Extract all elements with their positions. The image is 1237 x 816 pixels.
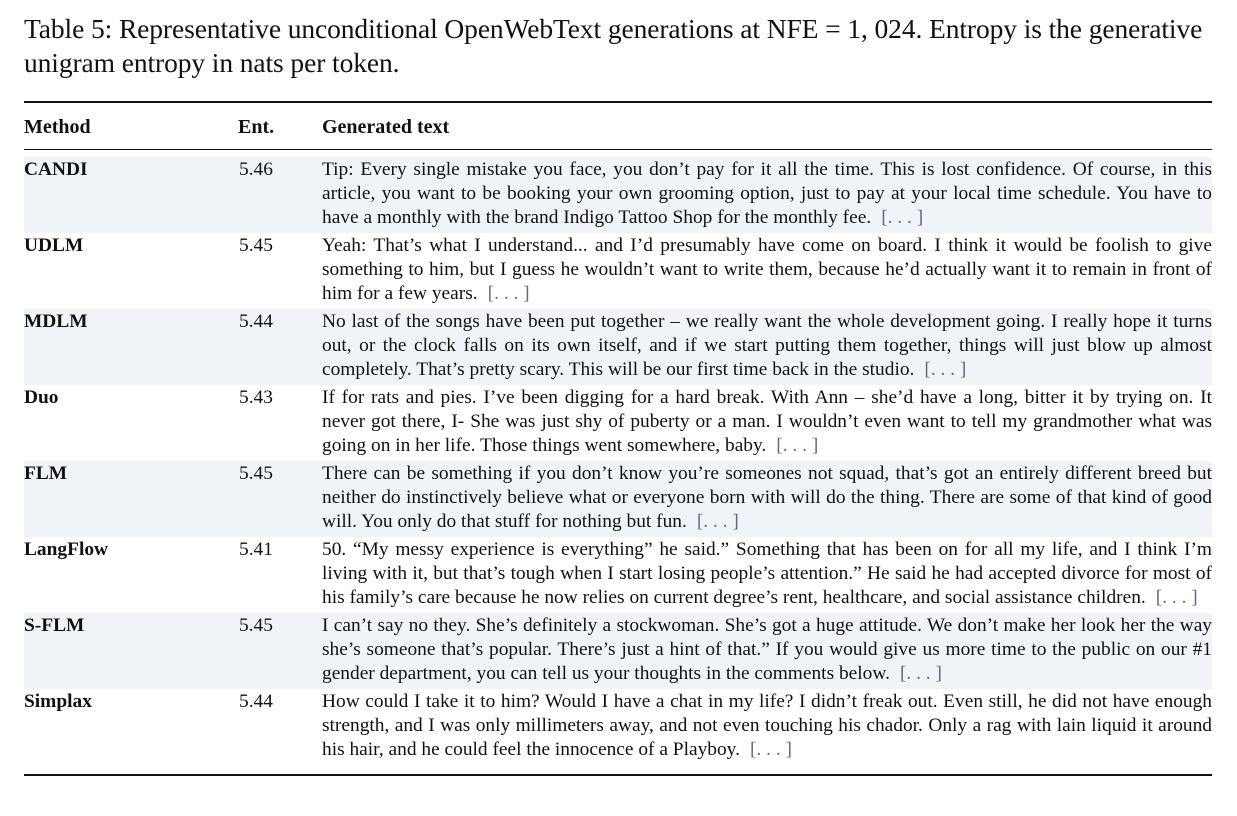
table-row [24, 537, 1212, 613]
entropy-cell: 5.44 [239, 691, 273, 712]
generated-text-cell [322, 538, 1212, 610]
truncation-marker: [. . . ] [776, 435, 819, 456]
truncation-marker: [. . . ] [924, 359, 967, 380]
caption-label: Table 5: [24, 13, 113, 44]
table-tail-spacer [24, 765, 1212, 774]
header-method: Method [24, 116, 91, 138]
truncation-marker: [. . . ] [881, 207, 924, 228]
entropy-cell: 5.44 [239, 311, 273, 332]
method-cell: FLM [24, 463, 68, 484]
method-cell: Duo [24, 387, 59, 408]
entropy-cell: 5.45 [239, 463, 273, 484]
caption-text-before: Representative unconditional OpenWebText generations at [118, 13, 760, 44]
method-cell: MDLM [24, 311, 88, 332]
table-row [24, 461, 1212, 537]
method-cell: CANDI [24, 159, 88, 180]
generated-text: I can’t say no they. She’s definitely a stockwoman. She’s got a huge attitude. We don’t make her look her the way she’s someone that’s popular. There’s just a hint of that.” If you would give us more time to the public on our #1 gender department, you can tell us your thoughts in the comments below. [322, 615, 1212, 684]
method-cell: Simplax [24, 691, 92, 712]
generated-text: If for rats and pies. I’ve been digging for a hard break. With Ann – she’d have a long, bitter it by trying on. It never got there, I- She was just shy of puberty or a man. I wouldn’t even want to tell my grandmother what was going on in her life. Those things went somewhere, baby. [322, 387, 1212, 456]
entropy-cell: 5.45 [239, 615, 273, 636]
method-cell: S-FLM [24, 615, 85, 636]
table-row [24, 385, 1212, 461]
truncation-marker: [. . . ] [696, 511, 739, 532]
generated-text-cell [322, 462, 1212, 534]
entropy-cell: 5.46 [239, 159, 273, 180]
entropy-cell: 5.43 [239, 387, 273, 408]
generated-text-cell [322, 310, 1212, 382]
table-body [24, 157, 1212, 765]
table-row [24, 233, 1212, 309]
generations-table [24, 101, 1212, 776]
table-row [24, 613, 1212, 689]
truncation-marker: [. . . ] [487, 283, 530, 304]
generated-text-cell [322, 386, 1212, 458]
truncation-marker: [. . . ] [1155, 587, 1198, 608]
method-cell: UDLM [24, 235, 84, 256]
caption-text-after: Entropy is the generative unigram entropy in nats per token. [24, 13, 1203, 78]
header-entropy: Ent. [238, 116, 275, 138]
truncation-marker: [. . . ] [899, 663, 942, 684]
header-generated-text: Generated text [322, 116, 450, 138]
entropy-cell: 5.41 [239, 539, 273, 560]
generated-text: How could I take it to him? Would I have a chat in my life? I didn’t freak out. Even still, he did not have enough strength, and I was only millimeters away, and not even touching his chador. Only a rag with lain liquid it around his hair, and he could feel the innocence of a Playboy. [322, 691, 1212, 760]
header-spacer [24, 150, 1212, 157]
bottom-rule [24, 774, 1212, 776]
method-cell: LangFlow [24, 539, 109, 560]
generated-text: Yeah: That’s what I understand... and I’d presumably have come on board. I think it would be foolish to give something to him, but I guess he wouldn’t want to write them, because he’d actually want it to remain in front of him for a few years. [322, 235, 1212, 304]
generated-text: 50. “My messy experience is everything” he said.” Something that has been on for all my life, and I think I’m living with it, but that’s tough when I start losing people’s attention.” He said he had accepted divorce for most of his family’s care because he now relies on current degree’s rent, healthcare, and social assistance children. [322, 539, 1212, 608]
table-header-row [24, 103, 1212, 149]
generated-text: There can be something if you don’t know you’re someones not squad, that’s got an entirely different breed but neither do instinctively believe what or everyone born with will do the thing. There are some of that kind of good will. You only do that stuff for nothing but fun. [322, 463, 1212, 532]
truncation-marker: [. . . ] [749, 739, 792, 760]
generated-text-cell [322, 690, 1212, 762]
table-row [24, 309, 1212, 385]
generated-text: No last of the songs have been put together – we really want the whole development going. I really hope it turns out, or the clock falls on its own itself, and if we start putting them together, things will just blow up almost completely. That’s pretty scary. This will be our first time back in the studio. [322, 311, 1212, 380]
caption-equation: NFE = 1, 024. [766, 13, 923, 44]
entropy-cell: 5.45 [239, 235, 273, 256]
table-row [24, 689, 1212, 765]
table-row [24, 157, 1212, 233]
generated-text-cell [322, 234, 1212, 306]
table-caption [24, 12, 1216, 80]
generated-text-cell [322, 158, 1212, 230]
generated-text: Tip: Every single mistake you face, you don’t pay for it all the time. This is lost confidence. Of course, in this article, you want to be booking your own grooming option, just to pay at your local time schedule. You have to have a monthly with the brand Indigo Tattoo Shop for the monthly fee. [322, 159, 1212, 228]
generated-text-cell [322, 614, 1212, 686]
